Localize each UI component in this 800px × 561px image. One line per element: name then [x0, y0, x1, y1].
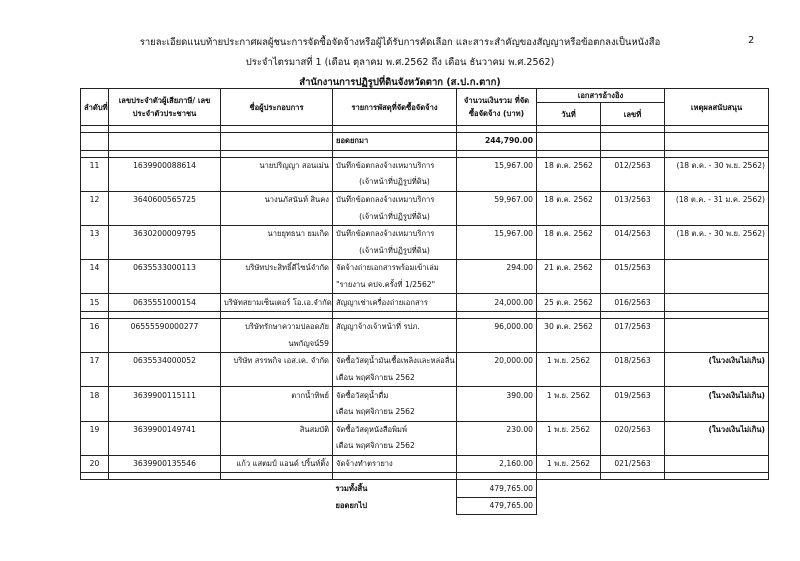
row-item-detail: (เจ้าหน้าที่ปฏิรูปที่ดิน) — [333, 208, 457, 225]
carried-forward-row — [81, 133, 769, 151]
row-date: 1 พ.ย. 2562 — [537, 387, 601, 404]
table-row — [81, 294, 769, 312]
procurement-table — [80, 88, 769, 515]
row-reason — [665, 318, 769, 335]
row-docno: 020/2563 — [601, 421, 665, 438]
row-amount: 2,160.00 — [457, 455, 537, 473]
row-no: 20 — [81, 455, 109, 473]
header-amount: จำนวนเงินรวม ที่จัดซื้อจัดจ้าง (บาท) — [457, 89, 537, 126]
header-no: ลำดับที่ — [81, 89, 109, 126]
row-reason: (18 ต.ค. - 30 พ.ย. 2562) — [665, 225, 769, 242]
row-item: บันทึกข้อตกลงจ้างเหมาบริการ — [333, 157, 457, 174]
table-row-continuation — [81, 208, 769, 225]
row-item: บันทึกข้อตกลงจ้างเหมาบริการ — [333, 191, 457, 208]
page-number: 2 — [748, 35, 755, 46]
row-taxid: 3640600565725 — [109, 191, 221, 208]
row-taxid: 3639900135546 — [109, 455, 221, 473]
header-reason: เหตุผลสนับสนุน — [665, 89, 769, 126]
row-item: จัดซื้อวัสดุหนังสือพิมพ์ — [333, 421, 457, 438]
header-taxid: เลขประจำตัวผู้เสียภาษี/ เลขประจำตัวประชาชน — [109, 89, 221, 126]
row-taxid: 3639900115111 — [109, 387, 221, 404]
row-vendor: สินสมบัติ — [221, 421, 333, 438]
row-amount: 15,967.00 — [457, 225, 537, 242]
row-no: 12 — [81, 191, 109, 208]
header-item: รายการพัสดุที่จัดซื้อจัดจ้าง — [333, 89, 457, 126]
row-vendor: นายยุทธนา ยมเกิด — [221, 225, 333, 242]
row-amount: 20,000.00 — [457, 353, 537, 370]
row-no: 18 — [81, 387, 109, 404]
row-date: 21 ต.ค. 2562 — [537, 260, 601, 277]
table-row-continuation — [81, 277, 769, 294]
row-item-detail: เดือน พฤศจิกายน 2562 — [333, 438, 457, 455]
table-row-continuation — [81, 336, 769, 353]
row-date: 1 พ.ย. 2562 — [537, 353, 601, 370]
row-item-detail: "รายงาน คปจ.ครั้งที่ 1/2562" — [333, 277, 457, 294]
row-docno: 016/2563 — [601, 294, 665, 312]
row-date: 25 ต.ค. 2562 — [537, 294, 601, 312]
row-no: 19 — [81, 421, 109, 438]
row-taxid: 3630200009795 — [109, 225, 221, 242]
table-row — [81, 260, 769, 277]
table-row — [81, 455, 769, 473]
row-docno: 017/2563 — [601, 318, 665, 335]
row-item: จัดซื้อวัสดุน้ำมันเชื้อเพลิงและหล่อลื่น — [333, 353, 457, 370]
row-item-detail: (เจ้าหน้าที่ปฏิรูปที่ดิน) — [333, 243, 457, 260]
row-no: 16 — [81, 318, 109, 335]
row-item: บันทึกข้อตกลงจ้างเหมาบริการ — [333, 225, 457, 242]
row-taxid: 0635534000052 — [109, 353, 221, 370]
row-docno: 018/2563 — [601, 353, 665, 370]
table-row — [81, 353, 769, 370]
row-taxid: 1639900088614 — [109, 157, 221, 174]
row-item-detail: เดือน พฤศจิกายน 2562 — [333, 370, 457, 387]
doc-period: ประจำไตรมาสที่ 1 (เดือน ตุลาคม พ.ศ.2562 ถึง เดือน ธันวาคม พ.ศ.2562) — [245, 57, 555, 68]
row-item: สัญญาเช่าเครื่องถ่ายเอกสาร — [333, 294, 457, 312]
table-row — [81, 157, 769, 174]
doc-office: สำนักงานการปฏิรูปที่ดินจังหวัดตาก (ส.ป.ก.ตาก) — [299, 77, 501, 88]
row-item: จัดซื้อวัสดุน้ำดื่ม — [333, 387, 457, 404]
row-vendor: แก้ว แสตมป์ แอนด์ ปริ้นท์ติ้ง — [221, 455, 333, 473]
table-row — [81, 421, 769, 438]
row-vendor: นายปริญญา สอนเม่น — [221, 157, 333, 174]
row-date: 1 พ.ย. 2562 — [537, 455, 601, 473]
row-docno: 013/2563 — [601, 191, 665, 208]
row-docno: 012/2563 — [601, 157, 665, 174]
row-reason — [665, 260, 769, 277]
table-row — [81, 225, 769, 242]
row-amount: 59,967.00 — [457, 191, 537, 208]
row-no: 11 — [81, 157, 109, 174]
row-amount: 24,000.00 — [457, 294, 537, 312]
carry-forward-amount: 479,765.00 — [457, 497, 537, 515]
row-taxid: 0635533000113 — [109, 260, 221, 277]
row-date: 18 ต.ค. 2562 — [537, 225, 601, 242]
table-row — [81, 387, 769, 404]
row-reason: (ในวงเงินไม่เกิน) — [665, 387, 769, 404]
row-no: 14 — [81, 260, 109, 277]
row-no: 15 — [81, 294, 109, 312]
row-item: จัดจ้างทำตรายาง — [333, 455, 457, 473]
row-taxid: 06555590000277 — [109, 318, 221, 335]
table-body — [81, 126, 769, 515]
row-vendor: บริษัท สรรพกิจ เอส.เค. จำกัด — [221, 353, 333, 370]
total-amount: 479,765.00 — [457, 480, 537, 498]
row-item: สัญญาจ้างเจ้าหน้าที่ รปภ. — [333, 318, 457, 335]
carry-forward-row — [81, 497, 769, 515]
row-reason — [665, 455, 769, 473]
row-amount: 15,967.00 — [457, 157, 537, 174]
row-reason: (ในวงเงินไม่เกิน) — [665, 353, 769, 370]
header-docno: เลขที่ — [601, 103, 665, 126]
carry-forward-label: ยอดยกไป — [335, 501, 368, 511]
carried-forward-amount: 244,790.00 — [457, 133, 537, 151]
row-date: 1 พ.ย. 2562 — [537, 421, 601, 438]
row-docno: 014/2563 — [601, 225, 665, 242]
row-reason — [665, 294, 769, 312]
table-row-continuation — [81, 438, 769, 455]
header-vendor: ชื่อผู้ประกอบการ — [221, 89, 333, 126]
row-item: จัดจ้างถ่ายเอกสารพร้อมเข้าเล่ม — [333, 260, 457, 277]
header-ref: เอกสารอ้างอิง — [537, 89, 665, 103]
row-amount: 230.00 — [457, 421, 537, 438]
row-date: 18 ต.ค. 2562 — [537, 191, 601, 208]
row-reason: (ในวงเงินไม่เกิน) — [665, 421, 769, 438]
header-date: วันที่ — [537, 103, 601, 126]
row-vendor: นางนภัสนันท์ สินคง — [221, 191, 333, 208]
table-row — [81, 318, 769, 335]
row-taxid: 0635551000154 — [109, 294, 221, 312]
table-row-continuation — [81, 174, 769, 191]
row-vendor: บริษัทประสิทธิ์ดีไซน์จำกัด — [221, 260, 333, 277]
row-docno: 021/2563 — [601, 455, 665, 473]
row-vendor-detail: นพกัญจน์59 — [221, 336, 333, 353]
total-label: รวมทั้งสิ้น — [335, 483, 368, 493]
row-taxid: 3639900149741 — [109, 421, 221, 438]
row-amount: 294.00 — [457, 260, 537, 277]
row-vendor: ตากน้ำทิพย์ — [221, 387, 333, 404]
table-row — [81, 191, 769, 208]
row-no: 13 — [81, 225, 109, 242]
doc-title: รายละเอียดแนบท้ายประกาศผลผู้ชนะการจัดซื้อจัดจ้างหรือผู้ได้รับการคัดเลือก และสาระสำคัญของสัญญาหรือข้อตกลงเป็นหนังสือ — [139, 37, 661, 48]
row-vendor: บริษัทสยามเซ็นเตอร์ โอ.เอ.จำกัด — [221, 294, 333, 312]
row-date: 18 ต.ค. 2562 — [537, 157, 601, 174]
row-date: 30 ต.ค. 2562 — [537, 318, 601, 335]
row-reason: (18 ต.ค. - 30 พ.ย. 2562) — [665, 157, 769, 174]
table-row-continuation — [81, 404, 769, 421]
row-item-detail: เดือน พฤศจิกายน 2562 — [333, 404, 457, 421]
row-docno: 019/2563 — [601, 387, 665, 404]
row-amount: 96,000.00 — [457, 318, 537, 335]
table-row-continuation — [81, 243, 769, 260]
row-item-detail: (เจ้าหน้าที่ปฏิรูปที่ดิน) — [333, 174, 457, 191]
row-amount: 390.00 — [457, 387, 537, 404]
row-docno: 015/2563 — [601, 260, 665, 277]
row-vendor: บริษัทรักษาความปลอดภัย — [221, 318, 333, 335]
carried-forward-label: ยอดยกมา — [333, 133, 457, 151]
row-no: 17 — [81, 353, 109, 370]
table-row-continuation — [81, 370, 769, 387]
row-reason: (18 ต.ค. - 31 ม.ค. 2562) — [665, 191, 769, 208]
total-row — [81, 480, 769, 498]
